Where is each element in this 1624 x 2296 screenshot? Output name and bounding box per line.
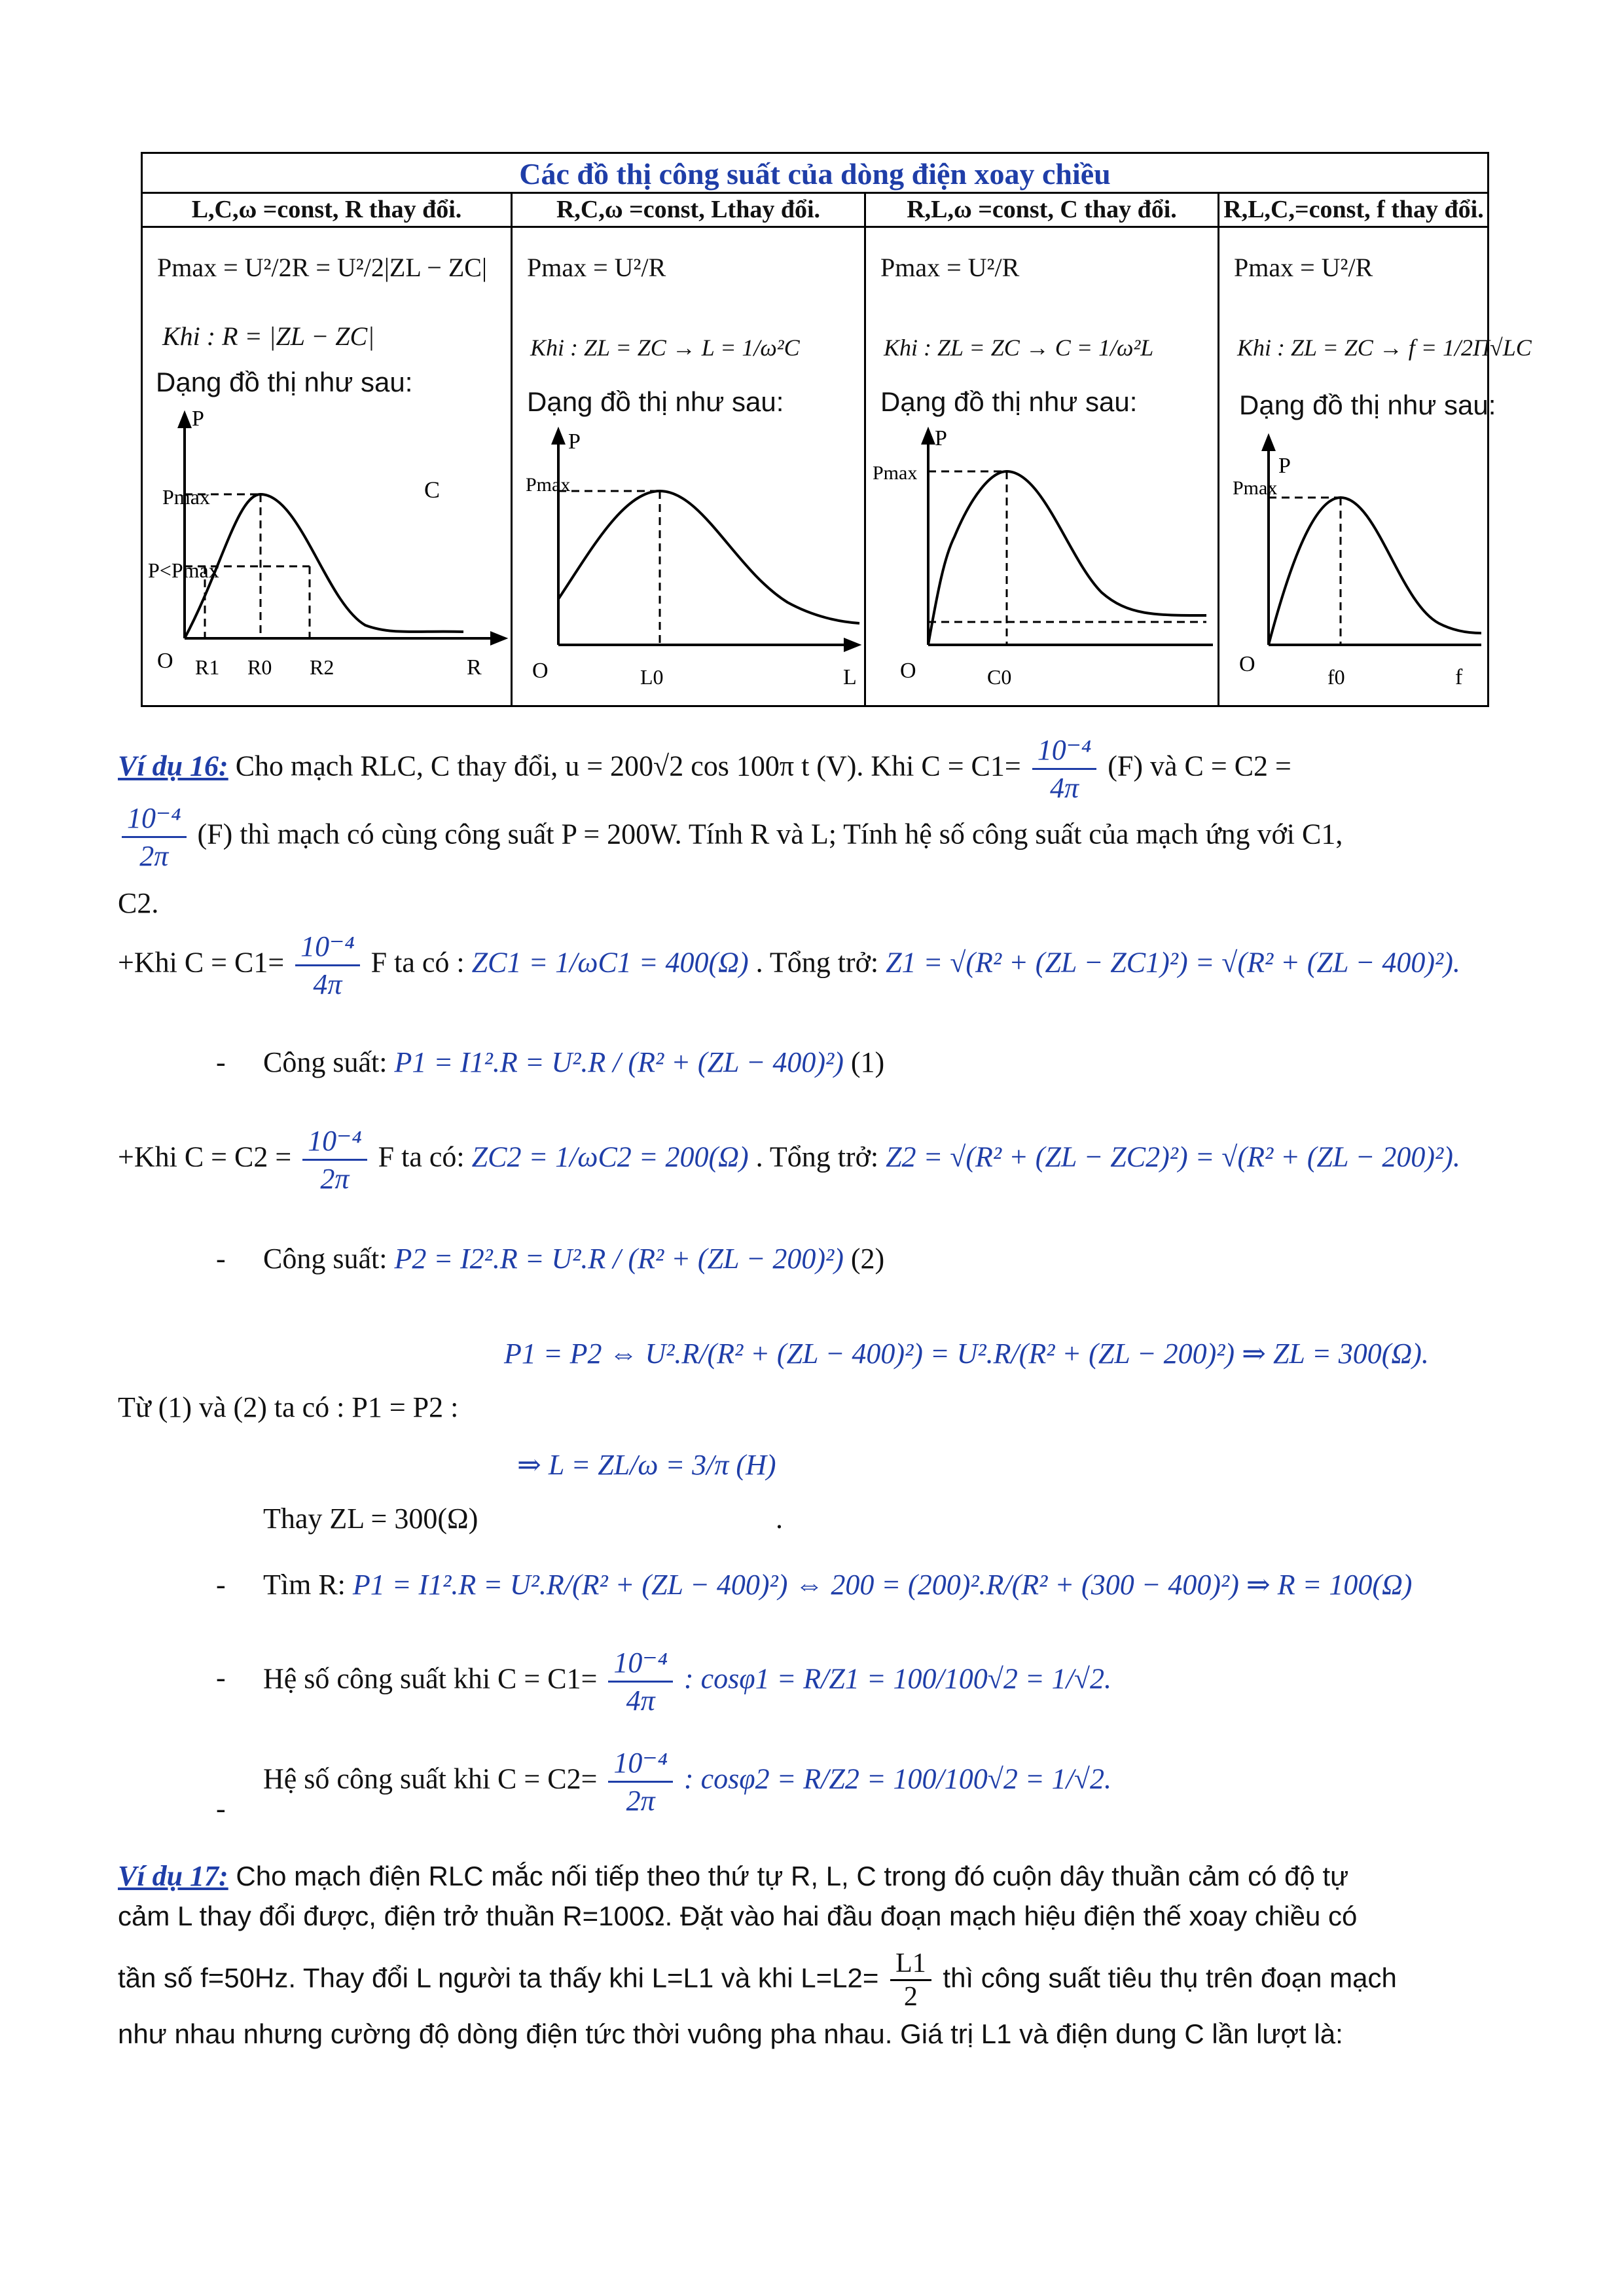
dash: - — [216, 1569, 226, 1601]
pmax-formula: Pmax = U²/R — [880, 253, 1020, 282]
axis-label: O — [900, 659, 916, 683]
p1-equals-p2: P1 = P2 ⇔ U².R/(R² + (ZL − 400)²) = U².R/(R² + (ZL − 200)²) ⇒ ZL = 300(Ω). — [504, 1338, 1429, 1370]
zc1-formula: ZC1 = 1/ωC1 = 400(Ω) — [471, 946, 749, 979]
axis-label: C — [424, 477, 441, 503]
axis-label: Pmax — [162, 485, 210, 509]
zc2-formula: ZC2 = 1/ωC2 = 200(Ω) — [471, 1140, 749, 1173]
p1-formula: P1 = I1².R = U².R / (R² + (ZL − 400)²) — [394, 1046, 844, 1078]
ex17-line1: Ví dụ 17: Cho mạch điện RLC mắc nối tiếp theo thứ tự R, L, C trong đó cuộn dây thuần cảm có độ tự — [118, 1860, 1349, 1892]
pmax-formula: Pmax = U²/2R = U²/2|ZL − ZC| — [157, 253, 487, 282]
condition-formula: Khi : R = |ZL − ZC| — [162, 321, 375, 351]
p2-line: Công suất: P2 = I2².R = U².R / (R² + (ZL − 200)²) (2) — [263, 1243, 885, 1275]
ex16-label: Ví dụ 16: — [118, 750, 228, 782]
ex17-line4: như nhau nhưng cường độ dòng điện tức thời vuông pha nhau. Giá trị L1 và điện dung C lần lượt là: — [118, 2018, 1343, 2049]
ex16-text: (F) thì mạch có cùng công suất P = 200W. Tính R và L; Tính hệ số công suất của mạch ứng với C1, — [197, 818, 1343, 850]
column-header: R,C,ω =const, Lthay đổi. — [556, 196, 821, 223]
axis-label: R1 — [195, 655, 220, 679]
khi-c1: +Khi C = C1= $\frac{\text{10⁻⁴}}{4\pi}$ F ta có : ZC1 = 1/ωC1 = 400(Ω) . Tổng trở: Z1 = √(R² + (ZL − ZC1)²) = √(R² + (ZL − 400)²). — [118, 928, 1460, 1002]
graph-f-variation — [1219, 432, 1488, 704]
thay-zl: Thay ZL = 300(Ω) — [263, 1503, 478, 1535]
axis-label: O — [1239, 652, 1255, 676]
axis-label: R0 — [247, 655, 272, 679]
tu-1-2: Từ (1) và (2) ta có : P1 = P2 : — [118, 1391, 459, 1423]
tim-r: Tìm R: P1 = I1².R = U².R/(R² + (ZL − 400)²) ⇔ 200 = (200)².R/(R² + (300 − 400)²) ⇒ R = 100(Ω) — [263, 1569, 1413, 1601]
axis-label: Pmax — [526, 474, 571, 496]
pmax-formula: Pmax = U²/R — [1234, 253, 1373, 282]
dash: - — [216, 1793, 226, 1825]
graph-l-variation — [513, 419, 863, 704]
column-header: R,L,ω =const, C thay đổi. — [907, 196, 1177, 223]
graph-r-variation — [143, 406, 509, 704]
axis-label: L0 — [640, 665, 664, 689]
dash: - — [216, 1046, 226, 1078]
axis-label: P — [192, 407, 204, 431]
axis-label: O — [532, 659, 549, 683]
axis-label: O — [157, 649, 173, 673]
l-result: ⇒ L = ZL/ω = 3/π (H) — [517, 1449, 776, 1481]
axis-label: C0 — [987, 665, 1012, 689]
p1-line: Công suất: P1 = I1².R = U².R / (R² + (ZL − 400)²) (1) — [263, 1046, 885, 1078]
hs-c1: Hệ số công suất khi C = C1= $\frac{\text{10⁻⁴}}{4\pi}$ : cosφ1 = R/Z1 = 100/100√2 = 1/√2. — [263, 1645, 1111, 1719]
table-divider — [141, 192, 1489, 194]
graph-caption: Dạng đồ thị như sau: — [880, 386, 1138, 417]
dot: . — [776, 1503, 783, 1535]
ex16-text: Cho mạch RLC, C thay đổi, u = 200√2 cos 100π t (V). Khi C = C1= — [235, 750, 1021, 782]
dash: - — [216, 1243, 226, 1275]
p2-formula: P2 = I2².R = U².R / (R² + (ZL − 200)²) — [394, 1243, 844, 1275]
axis-label: L — [843, 665, 857, 689]
graph-c-variation — [866, 419, 1216, 704]
z1-formula: Z1 = √(R² + (ZL − ZC1)²) = √(R² + (ZL − 400)²). — [886, 946, 1460, 979]
table-divider — [141, 226, 1489, 228]
graph-caption: Dạng đồ thị như sau: — [1239, 390, 1496, 420]
ex17-label: Ví dụ 17: — [118, 1860, 228, 1892]
graph-caption: Dạng đồ thị như sau: — [527, 386, 784, 417]
cos1-formula: : cosφ1 = R/Z1 = 100/100√2 = 1/√2. — [683, 1662, 1111, 1695]
fraction: $\frac{\text{10⁻⁴}}{2\pi}$ — [122, 800, 187, 874]
ex17-line2: cảm L thay đổi được, điện trở thuần R=100Ω. Đặt vào hai đầu đoạn mạch hiệu điện thế xoay chiều có — [118, 1901, 1358, 1931]
hs-c2: Hệ số công suất khi C = C2= $\frac{\text{10⁻⁴}}{2\pi}$ : cosφ2 = R/Z2 = 100/100√2 = 1/√2. — [263, 1745, 1111, 1819]
r-formula: P1 = I1².R = U².R/(R² + (ZL − 400)²) ⇔ 200 = (200)².R/(R² + (300 − 400)²) ⇒ R = 100(Ω) — [352, 1569, 1413, 1601]
condition-formula: Khi : ZL = ZC → C = 1/ω²L — [884, 335, 1154, 361]
cos2-formula: : cosφ2 = R/Z2 = 100/100√2 = 1/√2. — [683, 1762, 1111, 1795]
fraction: $\frac{\text{10⁻⁴}}{4\pi}$ — [1032, 732, 1097, 806]
axis-label: P<Pmax — [148, 558, 219, 582]
axis-label: f0 — [1327, 665, 1345, 689]
axis-label: Pmax — [873, 462, 918, 484]
axis-label: R2 — [310, 655, 334, 679]
axis-label: P — [935, 426, 947, 450]
pmax-formula: Pmax = U²/R — [527, 253, 666, 282]
axis-label: P — [1278, 454, 1291, 478]
column-header: R,L,C,=const, f thay đổi. — [1223, 196, 1484, 223]
khi-c2: +Khi C = C2 = $\frac{\text{10⁻⁴}}{2\pi}$ F ta có: ZC2 = 1/ωC2 = 200(Ω) . Tổng trở: Z2 = √(R² + (ZL − ZC2)²) = √(R² + (ZL − 200)²). — [118, 1123, 1460, 1197]
axis-label: f — [1455, 665, 1463, 689]
axis-label: R — [467, 655, 482, 680]
ex16-line3: C2. — [118, 887, 159, 919]
condition-formula: Khi : ZL = ZC → f = 1/2Π√LC — [1237, 335, 1532, 361]
condition-formula: Khi : ZL = ZC → L = 1/ω²C — [530, 335, 800, 361]
ex16-text: (F) và C = C2 = — [1108, 750, 1291, 782]
column-header: L,C,ω =const, R thay đổi. — [191, 196, 462, 223]
graph-caption: Dạng đồ thị như sau: — [156, 367, 413, 397]
ex17-line3: tần số f=50Hz. Thay đổi L người ta thấy khi L=L1 và khi L=L2= $\frac{L1}{2}$ thì công suất tiêu thụ trên đoạn mạch — [118, 1948, 1397, 2012]
dash: - — [216, 1662, 226, 1694]
axis-label: Pmax — [1233, 477, 1278, 499]
ex16-line2 — [118, 800, 1343, 874]
z2-formula: Z2 = √(R² + (ZL − ZC2)²) = √(R² + (ZL − 200)²). — [886, 1140, 1460, 1173]
table-title: Các đồ thị công suất của dòng điện xoay chiều — [519, 157, 1111, 191]
ex16-line1 — [118, 732, 1291, 806]
axis-label: P — [568, 429, 581, 454]
